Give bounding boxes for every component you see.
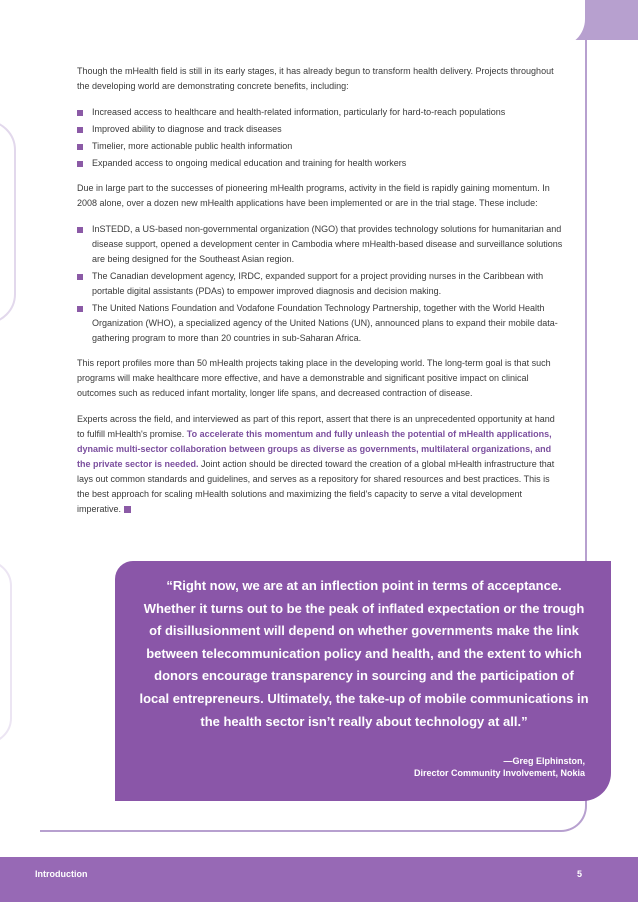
footer-section-label: Introduction <box>35 869 88 879</box>
body-text <box>77 64 563 528</box>
experts-paragraph <box>77 412 563 517</box>
intro-paragraph: Though the mHealth field is still in its early stages, it has already begun to transform health delivery. Projects throughout the developing world are demonstrating concrete benefits, including: <box>77 66 554 91</box>
bullet-square-icon <box>77 110 83 116</box>
bullet-square-icon <box>77 274 83 280</box>
report-paragraph: This report profiles more than 50 mHealth projects taking place in the developing world. The long-term goal is that such programs will make healthcare more effective, and have a demonstrable and significant positive impact on clinical outcomes such as reduced infant mortality, longer life spans, and decreased contraction of disease. <box>77 358 551 398</box>
bullet-square-icon <box>77 144 83 150</box>
page-number: 5 <box>576 869 582 879</box>
pull-quote-text: “Right now, we are at an inflection point in terms of acceptance. Whether it turns out to be the peak of inflated expectation or the trough of disillusionment will depend on whether governments make the link between telecommunication policy and health, and the extent to which donors encourage transparency in sourcing and the participation of local entrepreneurs. Ultimately, the take-up of mobile communications in the health sector isn’t really about technology at all.” <box>139 578 589 729</box>
highlighted-text: To accelerate this momentum and fully unleash the potential of mHealth applications, dynamic multi-sector collaboration between groups as diverse as governments, multilateral organizations, and the private sector is needed. <box>77 429 552 469</box>
list-item-text: Timelier, more actionable public health information <box>92 141 293 151</box>
benefits-list <box>77 105 563 171</box>
list-item <box>77 105 563 120</box>
bullet-square-icon <box>77 161 83 167</box>
list-item-text: The United Nations Foundation and Vodafone Foundation Technology Partnership, together with the World Health Organization (WHO), a specialized agency of the United Nations (UN), announced plans to expand their mobile data-gathering program to more than 20 countries in sub-Saharan Africa. <box>92 303 558 343</box>
pull-quote-box <box>115 561 611 801</box>
list-item-text: Increased access to healthcare and health-related information, particularly for hard-to-reach populations <box>92 107 506 117</box>
bullet-square-icon <box>77 127 83 133</box>
list-item-text: InSTEDD, a US-based non-governmental organization (NGO) that provides technology solutions for humanitarian and disease support, opened a development center in Cambodia where mHealth-based disease and surveillance solutions are being designed for the Southeast Asian region. <box>92 224 563 264</box>
list-item-text: The Canadian development agency, IRDC, expanded support for a project providing nurses in the Caribbean with portable digital assistants (PDAs) to empower improved diagnosis and decision making. <box>92 271 544 296</box>
list-item <box>77 122 563 137</box>
page-footer <box>0 857 638 902</box>
list-item <box>77 269 563 299</box>
list-item-text: Improved ability to diagnose and track diseases <box>92 124 282 134</box>
experts-text-start: Experts across the field, and interviewed as part of this report, assert that there is an unprecedented opportunity at hand to fulfill mHealth's promise. <box>77 414 555 439</box>
quote-author: —Greg Elphinston, <box>503 756 585 766</box>
list-item-text: Expanded access to ongoing medical education and training for health workers <box>92 158 407 168</box>
momentum-paragraph: Due in large part to the successes of pioneering mHealth programs, activity in the field is rapidly gaining momentum. In 2008 alone, over a dozen new mHealth applications have been implemented or are in the trial stage. These include: <box>77 183 550 208</box>
list-item <box>77 139 563 154</box>
list-item <box>77 222 563 267</box>
experts-text-end: Joint action should be directed toward the creation of a global mHealth infrastructure that lays out common standards and guidelines, and serves as a repository for shared resources and best practices. This is the best approach for scaling mHealth solutions and maximizing the field's capacity to serve a vital development imperative. <box>77 459 555 514</box>
bullet-square-icon <box>77 306 83 312</box>
end-square-icon <box>124 506 131 513</box>
left-decoration <box>0 120 16 324</box>
left-decoration-lower <box>0 560 12 744</box>
list-item <box>77 301 563 346</box>
quote-attribution <box>414 755 585 779</box>
examples-list <box>77 222 563 346</box>
list-item <box>77 156 563 171</box>
bullet-square-icon <box>77 227 83 233</box>
quote-author-role: Director Community Involvement, Nokia <box>413 768 585 778</box>
